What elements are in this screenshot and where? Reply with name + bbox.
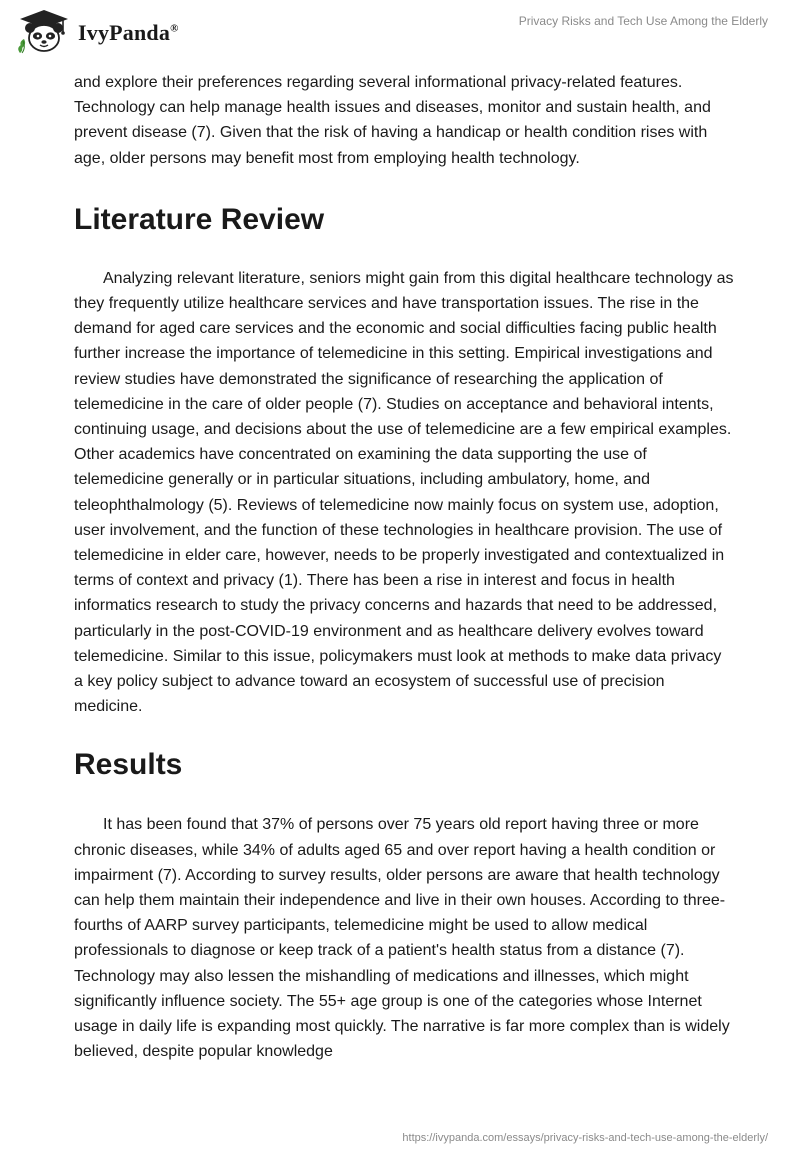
ivypanda-logo[interactable] <box>16 8 179 54</box>
source-url[interactable]: https://ivypanda.com/essays/privacy-risks-and-tech-use-among-the-elderly/ <box>402 1132 768 1144</box>
section-heading-literature-review: Literature Review <box>74 202 325 236</box>
running-title: Privacy Risks and Tech Use Among the Elderly <box>518 14 768 28</box>
literature-review-paragraph: Analyzing relevant literature, seniors might gain from this digital healthcare technology as they frequently utilize healthcare services and have transportation issues. The rise in the demand for aged care services and the economic and social difficulties facing public health further increase the importance of telemedicine in this setting. Empirical investigations and review studies have demonstrated the significance of researching the application of telemedicine in the care of older people (7). Studies on acceptance and behavioral intents, continuing usage, and decisions about the use of telemedicine are a few empirical examples. Other academics have concentrated on examining the data supporting the use of telemedicine generally or in particular situations, including ambulatory, home, and teleophthalmology (5). Reviews of telemedicine now mainly focus on system use, adoption, user involvement, and the function of these technologies in healthcare provision. The use of telemedicine in elder care, however, needs to be properly investigated and contextualized in terms of context and privacy (1). There has been a rise in interest and focus in health informatics research to study the privacy concerns and hazards that need to be addressed, particularly in the post-COVID-19 environment and as healthcare delivery evolves toward telemedicine. Similar to this issue, policymakers must look at methods to make data privacy a key policy subject to advance toward an ecosystem of successful use of precision medicine. <box>74 269 734 716</box>
article-body <box>74 70 734 1065</box>
brand-name: IvyPanda® <box>78 20 179 45</box>
panda-graduate-icon <box>16 8 72 54</box>
intro-paragraph: and explore their preferences regarding several informational privacy-related features. Technology can help manage health issues and diseases, monitor and sustain health, and prevent disease (7). Given that the risk of having a handicap or health condition rises with age, older persons may benefit most from employing health technology. <box>74 74 711 167</box>
section-heading-results: Results <box>74 748 183 782</box>
results-paragraph: It has been found that 37% of persons over 75 years old report having three or more chronic diseases, while 34% of adults aged 65 and over report having a health condition or impairment (7). According to survey results, older persons are aware that health technology can help them maintain their independence and live in their own houses. According to three-fourths of AARP survey participants, telemedicine might be used to allow medical professionals to diagnose or keep track of a patient's health status from a distance (7). Technology may also lessen the mishandling of medications and illnesses, which might significantly influence society. The 55+ age group is one of the categories whose Internet usage in daily life is expanding most quickly. The narrative is far more complex than is widely believed, despite popular knowledge <box>74 816 730 1061</box>
page-header <box>0 0 800 70</box>
